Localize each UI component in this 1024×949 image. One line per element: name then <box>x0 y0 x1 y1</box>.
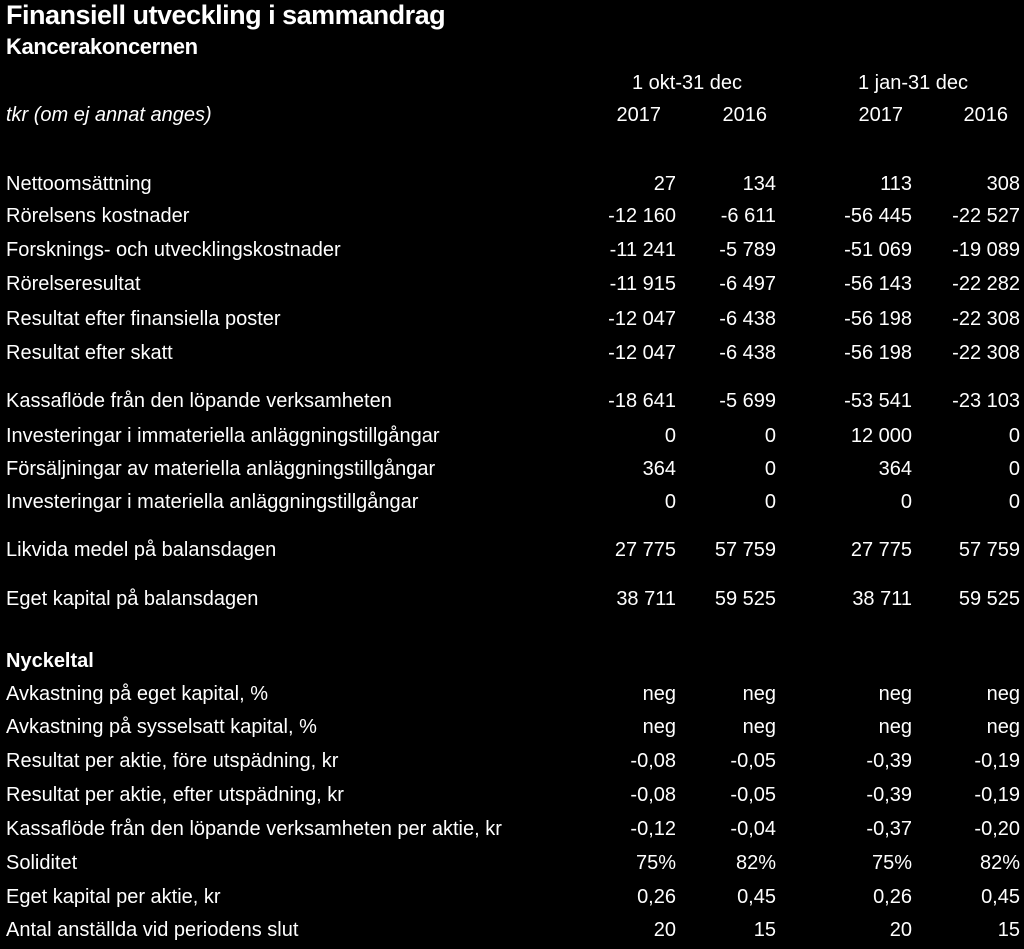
cell-value: 0 <box>764 425 776 447</box>
unit-label: tkr (om ej annat anges) <box>6 104 212 126</box>
cell-value: 0 <box>1008 458 1020 480</box>
page-subtitle: Kancerakoncernen <box>6 34 198 59</box>
cell-value: 0 <box>900 491 912 513</box>
cell-value: -23 103 <box>952 390 1020 412</box>
row-label: Soliditet <box>6 852 78 874</box>
row-label: Kassaflöde från den löpande verksamheten per aktie, kr <box>6 818 502 840</box>
table-row <box>0 683 1024 713</box>
row-label: Rörelseresultat <box>6 273 141 295</box>
cell-value: -6 438 <box>719 308 776 330</box>
table-row <box>0 750 1024 780</box>
row-label: Resultat efter skatt <box>6 342 173 364</box>
cell-value: -0,05 <box>730 750 776 772</box>
cell-value: -0,08 <box>630 750 676 772</box>
cell-value: -22 282 <box>952 273 1020 295</box>
cell-value: 75% <box>635 852 676 874</box>
year-header: 2016 <box>722 104 767 126</box>
cell-value: -56 445 <box>844 205 912 227</box>
row-label: Investeringar i materiella anläggningstillgångar <box>6 491 419 513</box>
cell-value: 27 <box>653 173 676 195</box>
cell-value: 0 <box>1008 491 1020 513</box>
table-row <box>0 458 1024 488</box>
cell-value: 308 <box>986 173 1020 195</box>
cell-value: 0 <box>764 491 776 513</box>
period-header-quarter: 1 okt-31 dec <box>631 72 743 94</box>
cell-value: 38 711 <box>852 588 912 610</box>
cell-value: -0,12 <box>630 818 676 840</box>
cell-value: -22 527 <box>952 205 1020 227</box>
page-title: Finansiell utveckling i sammandrag <box>6 0 446 30</box>
cell-value: 15 <box>753 919 776 941</box>
table-row <box>0 308 1024 338</box>
cell-value: 38 711 <box>616 588 676 610</box>
table-row <box>0 390 1024 420</box>
cell-value: -0,05 <box>730 784 776 806</box>
cell-value: 113 <box>880 173 912 195</box>
row-label: Avkastning på eget kapital, % <box>6 683 269 705</box>
cell-value: -0,04 <box>730 818 776 840</box>
row-label: Rörelsens kostnader <box>6 205 190 227</box>
cell-value: neg <box>742 716 776 738</box>
cell-value: 59 525 <box>714 588 776 610</box>
table-row <box>0 425 1024 455</box>
cell-value: 0 <box>1008 425 1020 447</box>
cell-value: -56 143 <box>844 273 912 295</box>
cell-value: -5 699 <box>719 390 776 412</box>
table-row <box>0 784 1024 814</box>
cell-value: 15 <box>997 919 1020 941</box>
table-row <box>0 273 1024 303</box>
cell-value: 57 759 <box>714 539 776 561</box>
row-label: Nettoomsättning <box>6 173 152 195</box>
cell-value: -0,39 <box>866 750 912 772</box>
row-label: Resultat per aktie, efter utspädning, kr <box>6 784 344 806</box>
cell-value: 12 000 <box>850 425 912 447</box>
cell-value: 75% <box>871 852 912 874</box>
cell-value: 82% <box>979 852 1020 874</box>
cell-value: -18 641 <box>608 390 676 412</box>
table-row <box>0 588 1024 618</box>
cell-value: -5 789 <box>719 239 776 261</box>
cell-value: 364 <box>642 458 676 480</box>
cell-value: neg <box>642 716 676 738</box>
cell-value: -11 915 <box>609 273 676 295</box>
table-row <box>0 342 1024 372</box>
cell-value: -0,19 <box>974 784 1020 806</box>
table-row <box>0 491 1024 521</box>
cell-value: -0,19 <box>974 750 1020 772</box>
cell-value: neg <box>742 683 776 705</box>
cell-value: neg <box>642 683 676 705</box>
row-label: Avkastning på sysselsatt kapital, % <box>6 716 317 738</box>
table-row <box>0 205 1024 235</box>
cell-value: 364 <box>878 458 912 480</box>
cell-value: 0,45 <box>737 886 776 908</box>
cell-value: -51 069 <box>844 239 912 261</box>
cell-value: 0,45 <box>981 886 1020 908</box>
cell-value: 0 <box>764 458 776 480</box>
year-header: 2017 <box>858 104 903 126</box>
cell-value: 0 <box>664 491 676 513</box>
row-label: Kassaflöde från den löpande verksamheten <box>6 390 392 412</box>
cell-value: neg <box>986 716 1020 738</box>
cell-value: 59 525 <box>958 588 1020 610</box>
cell-value: 0 <box>664 425 676 447</box>
row-label: Antal anställda vid periodens slut <box>6 919 299 941</box>
table-row <box>0 852 1024 882</box>
cell-value: 20 <box>889 919 912 941</box>
row-label: Resultat efter finansiella poster <box>6 308 281 330</box>
cell-value: 134 <box>742 173 776 195</box>
table-row <box>0 716 1024 746</box>
cell-value: -0,20 <box>974 818 1020 840</box>
cell-value: neg <box>878 716 912 738</box>
cell-value: 27 775 <box>850 539 912 561</box>
cell-value: -56 198 <box>844 308 912 330</box>
row-label: Resultat per aktie, före utspädning, kr <box>6 750 339 772</box>
table-row <box>0 886 1024 916</box>
cell-value: -6 497 <box>719 273 776 295</box>
table-row <box>0 173 1024 203</box>
cell-value: -0,08 <box>630 784 676 806</box>
table-row <box>0 818 1024 848</box>
cell-value: -53 541 <box>844 390 912 412</box>
cell-value: -0,37 <box>866 818 912 840</box>
cell-value: 57 759 <box>958 539 1020 561</box>
cell-value: -6 438 <box>719 342 776 364</box>
cell-value: 0,26 <box>873 886 912 908</box>
cell-value: -19 089 <box>952 239 1020 261</box>
cell-value: -22 308 <box>952 308 1020 330</box>
row-label: Eget kapital per aktie, kr <box>6 886 221 908</box>
row-label: Försäljningar av materiella anläggningstillgångar <box>6 458 436 480</box>
cell-value: -12 047 <box>608 342 676 364</box>
cell-value: 20 <box>653 919 676 941</box>
cell-value: neg <box>986 683 1020 705</box>
cell-value: -56 198 <box>844 342 912 364</box>
table-row <box>0 239 1024 269</box>
year-header: 2016 <box>963 104 1008 126</box>
row-label: Forsknings- och utvecklingskostnader <box>6 239 341 261</box>
cell-value: -12 047 <box>608 308 676 330</box>
cell-value: 27 775 <box>614 539 676 561</box>
cell-value: -11 241 <box>609 239 676 261</box>
table-row <box>0 539 1024 569</box>
cell-value: -0,39 <box>866 784 912 806</box>
cell-value: -6 611 <box>720 205 776 227</box>
section-heading: Nyckeltal <box>6 650 94 672</box>
row-label: Likvida medel på balansdagen <box>6 539 277 561</box>
cell-value: 0,26 <box>637 886 676 908</box>
section-heading-row <box>0 650 1024 680</box>
row-label: Eget kapital på balansdagen <box>6 588 259 610</box>
row-label: Investeringar i immateriella anläggningstillgångar <box>6 425 440 447</box>
period-header-year: 1 jan-31 dec <box>857 72 969 94</box>
cell-value: -22 308 <box>952 342 1020 364</box>
cell-value: 82% <box>735 852 776 874</box>
cell-value: neg <box>878 683 912 705</box>
cell-value: -12 160 <box>608 205 676 227</box>
year-header: 2017 <box>616 104 661 126</box>
table-row <box>0 919 1024 949</box>
